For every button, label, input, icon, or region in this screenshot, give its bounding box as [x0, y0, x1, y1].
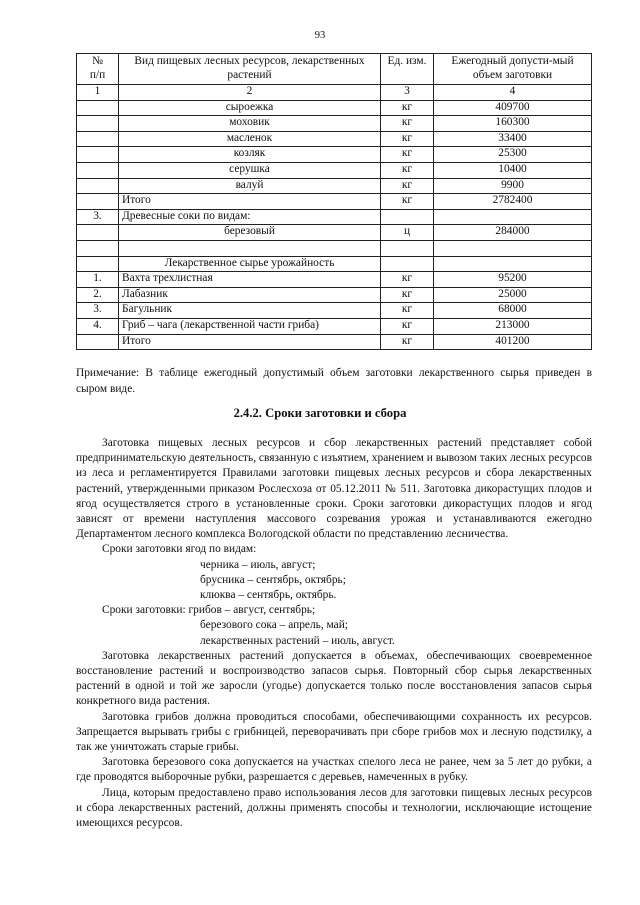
- table-row: [77, 287, 592, 303]
- table-row: [77, 162, 592, 178]
- row-value: [434, 209, 592, 225]
- row-name: Багульник: [119, 303, 381, 319]
- row-num: [77, 147, 119, 163]
- row-name: Гриб – чага (лекарственной части гриба): [119, 318, 381, 334]
- row-num: [77, 131, 119, 147]
- row-num: [77, 240, 119, 256]
- table-row: [77, 116, 592, 132]
- row-num: 3.: [77, 303, 119, 319]
- row-unit: кг: [381, 303, 434, 319]
- section-title: 2.4.2. Сроки заготовки и сбора: [233, 406, 407, 420]
- row-name: Итого: [119, 194, 381, 210]
- row-num: [77, 162, 119, 178]
- row-value: 95200: [434, 272, 592, 288]
- row-value: 25000: [434, 287, 592, 303]
- table-row: [77, 240, 592, 256]
- row-unit: кг: [381, 116, 434, 132]
- table-row: [77, 318, 592, 334]
- row-name: козляк: [119, 147, 381, 163]
- paragraph: Лица, которым предоставлено право использования лесов для заготовки пищевых лесных ресурсов и сбора лекарственных растений, должны применять способы и технологии, исключающие истощение имеющихся ресурсов.: [76, 786, 592, 830]
- row-unit: кг: [381, 131, 434, 147]
- row-num: [77, 178, 119, 194]
- row-value: 284000: [434, 225, 592, 241]
- row-num: [77, 100, 119, 116]
- row-value: 409700: [434, 100, 592, 116]
- row-unit: кг: [381, 287, 434, 303]
- row-unit: кг: [381, 318, 434, 334]
- row-value: 213000: [434, 318, 592, 334]
- table-row: [77, 303, 592, 319]
- row-unit: [381, 209, 434, 225]
- table-header-row: [77, 54, 592, 85]
- column-numbers-row: [77, 85, 592, 101]
- paragraph: Заготовка лекарственных растений допускается в объемах, обеспечивающих своевременное восстановление растений и воспроизводство запасов сырья. Повторный сбор сырья лекарственных растений в одной и той же заросли (угодье) допускается только после восстановления запасов сырья конкретного вида растения.: [76, 649, 592, 708]
- row-unit: [381, 240, 434, 256]
- row-name: березовый: [119, 225, 381, 241]
- row-num: [77, 116, 119, 132]
- list-item: клюква – сентябрь, октябрь.: [200, 589, 337, 602]
- header-unit: Ед. изм.: [381, 54, 434, 85]
- col-number: 3: [381, 85, 434, 101]
- table-row: [77, 225, 592, 241]
- table-row: [77, 178, 592, 194]
- row-value: 9900: [434, 178, 592, 194]
- table-row: [77, 131, 592, 147]
- row-name: масленок: [119, 131, 381, 147]
- table-row: [77, 272, 592, 288]
- row-num: [77, 256, 119, 272]
- row-num: [77, 225, 119, 241]
- row-unit: ц: [381, 225, 434, 241]
- row-unit: кг: [381, 178, 434, 194]
- paragraph: Заготовка березового сока допускается на участках спелого леса не ранее, чем за 5 лет до рубки, а где проводятся выборочные рубки, разрешается с деревьев, намеченных в рубку.: [76, 756, 592, 784]
- row-value: [434, 240, 592, 256]
- paragraph: Заготовка грибов должна проводиться способами, обеспечивающими сохранность их ресурсов. Запрещается вырывать грибы с грибницей, переворачивать при сборе грибов мох и лесную подстилку, а так же уничтожать старые грибы.: [76, 710, 592, 754]
- resources-table: [76, 53, 592, 350]
- row-num: 1.: [77, 272, 119, 288]
- list-item: черника – июль, август;: [200, 558, 316, 571]
- row-name: [119, 240, 381, 256]
- row-name: Итого: [119, 334, 381, 350]
- header-value: Ежегодный допусти-мый объем заготовки: [434, 54, 592, 85]
- row-unit: кг: [381, 194, 434, 210]
- row-name: сыроежка: [119, 100, 381, 116]
- row-value: 2782400: [434, 194, 592, 210]
- row-name: Вахта трехлистная: [119, 272, 381, 288]
- col-number: 2: [119, 85, 381, 101]
- table-body: [77, 100, 592, 350]
- row-unit: кг: [381, 272, 434, 288]
- table-row: [77, 209, 592, 225]
- table-row: [77, 147, 592, 163]
- row-unit: кг: [381, 147, 434, 163]
- other-intro: Сроки заготовки: грибов – август, сентябрь;: [102, 604, 316, 617]
- row-value: 68000: [434, 303, 592, 319]
- row-value: 160300: [434, 116, 592, 132]
- row-value: 33400: [434, 131, 592, 147]
- row-num: 2.: [77, 287, 119, 303]
- body-text: [76, 436, 592, 831]
- header-num: № п/п: [77, 54, 119, 85]
- header-name: Вид пищевых лесных ресурсов, лекарственных растений: [119, 54, 381, 85]
- row-name: моховик: [119, 116, 381, 132]
- col-number: 4: [434, 85, 592, 101]
- table-row: [77, 256, 592, 272]
- row-name: серушка: [119, 162, 381, 178]
- col-number: 1: [77, 85, 119, 101]
- table-row: [77, 334, 592, 350]
- row-name: валуй: [119, 178, 381, 194]
- list-item: лекарственных растений – июль, август.: [200, 634, 395, 647]
- table-row: [77, 100, 592, 116]
- row-unit: кг: [381, 334, 434, 350]
- row-unit: [381, 256, 434, 272]
- row-value: 401200: [434, 334, 592, 350]
- row-value: 25300: [434, 147, 592, 163]
- list-item: березового сока – апрель, май;: [200, 619, 348, 632]
- table-row: [77, 194, 592, 210]
- paragraph: Заготовка пищевых лесных ресурсов и сбор лекарственных растений представляет собой предпринимательскую деятельность, связанную с изъятием, хранением и вывозом таких лесных ресурсов из леса и регламентируется Правилами заготовки пищевых лесных ресурсов и сбора лекарственных растений, утвержденными приказом Рослесхоза от 05.12.2011 № 511. Заготовка дикорастущих плодов и ягод осуществляется строго в установленные сроки. Сроки заготовки дикорастущих плодов и ягод зависят от времени наступления массового созревания урожая и устанавливаются ежегодно Департаментом лесного комплекса Вологодской области по представлению лесничества.: [76, 437, 592, 541]
- row-unit: кг: [381, 162, 434, 178]
- row-unit: кг: [381, 100, 434, 116]
- row-num: [77, 194, 119, 210]
- berries-intro: Сроки заготовки ягод по видам:: [102, 543, 257, 556]
- row-num: 4.: [77, 318, 119, 334]
- list-item: брусника – сентябрь, октябрь;: [200, 573, 346, 586]
- row-name: Древесные соки по видам:: [119, 209, 381, 225]
- row-num: 3.: [77, 209, 119, 225]
- row-num: [77, 334, 119, 350]
- row-value: 10400: [434, 162, 592, 178]
- row-name: Лекарственное сырье урожайность: [119, 256, 381, 272]
- page-number: 93: [314, 30, 326, 41]
- row-name: Лабазник: [119, 287, 381, 303]
- row-value: [434, 256, 592, 272]
- table-note: Примечание: В таблице ежегодный допустимый объем заготовки лекарственного сырья приведен в сыром виде.: [76, 367, 592, 395]
